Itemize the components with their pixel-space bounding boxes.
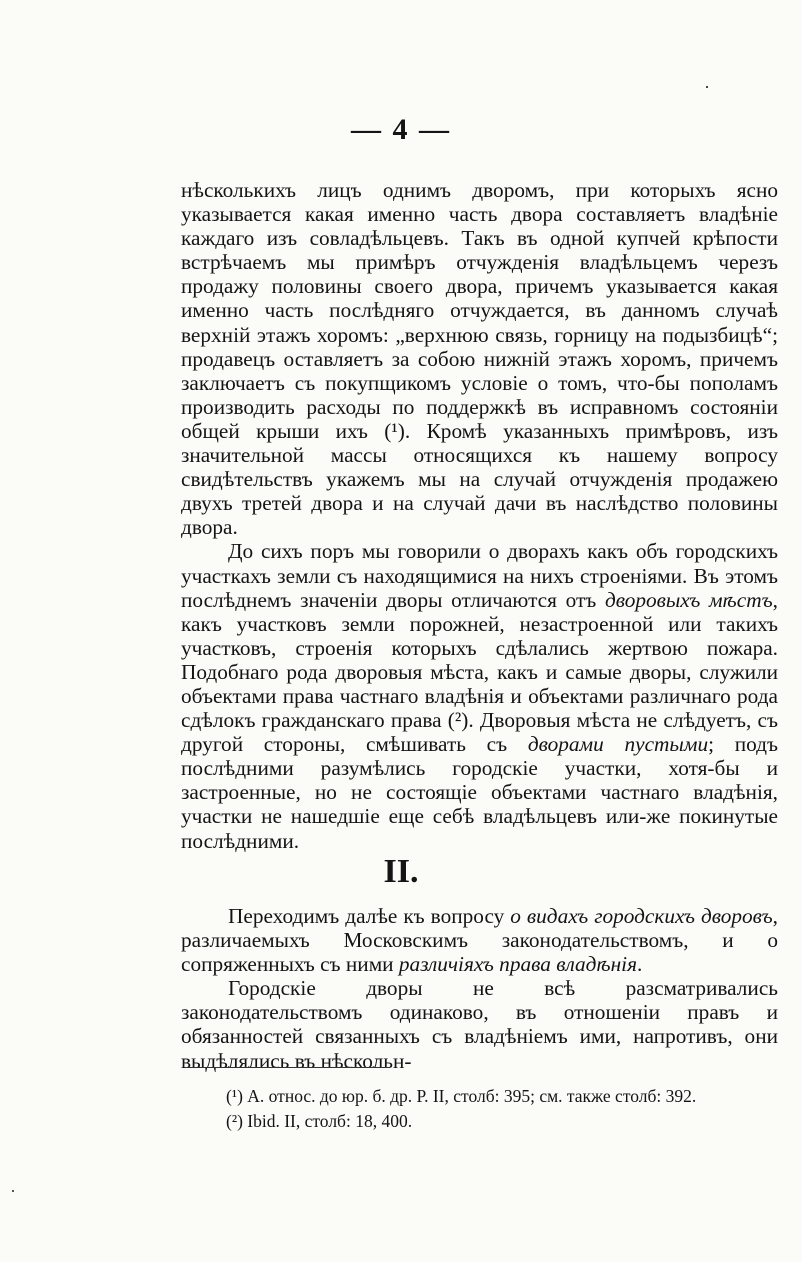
footnote: (¹) А. относ. до юр. б. др. Р. II, столб: 395; см. также столб: 392. [226,1086,697,1106]
text-run: Переходимъ далѣе къ вопросу [228,904,511,928]
print-speck [12,1190,14,1192]
emphasis-text: дворами пустыми [527,732,709,757]
page-number: — 4 — [351,113,451,146]
section-2-body [181,904,778,1073]
text-run: , какъ участковъ земли порожней, незастроенной или такихъ участковъ, строенія которыхъ сдѣлались жертвою пожара. Подобнаго рода дворовыя мѣста, какъ и самые дворы, служили объектами права частнаго владѣнія и объектами различнаго рода сдѣлокъ гражданскаго права (²). Дворовыя мѣста не слѣдуетъ, съ другой стороны, смѣшивать съ [181,587,778,757]
text-run: ; подъ послѣдними разумѣлись городскіе участки, хотя-бы и застроенные, но не состоящіе объектами частнаго владѣнія, участки не нашедшіе еще себѣ владѣльцевъ или-же покинутые послѣдними. [181,732,779,853]
print-speck [706,86,708,88]
emphasis-text: различіяхъ права владѣнія [398,952,637,977]
paragraph: нѣсколькихъ лицъ однимъ дворомъ, при которыхъ ясно указывается какая именно часть двора составляетъ владѣніе каждаго изъ совладѣльцевъ. Такъ въ одной купчей крѣпости встрѣчаемъ мы примѣръ отчужденія владѣльцемъ черезъ продажу половины своего двора, причемъ указывается какая именно часть послѣдняго отчуждается, въ данномъ случаѣ верхній этажъ хоромъ: „верхнюю связь, горницу на подызбицѣ“; продавецъ оставляетъ за собою нижній этажъ хоромъ, причемъ заключаетъ съ покупщикомъ условіе о томъ, что-бы пополамъ производить расходы по поддержкѣ въ исправномъ состояніи общей крыши ихъ (¹). Кромѣ указанныхъ примѣровъ, изъ значительной массы относящихся къ нашему вопросу свидѣтельствъ укажемъ мы на случай отчужденія продажею двухъ третей двора и на случай дачи въ наслѣдство половины двора. [181,178,778,540]
paragraph [181,539,778,852]
text-run: , различаемыхъ Московскимъ законодательствомъ, и о сопряженныхъ съ ними [181,904,778,977]
footnotes [226,1084,786,1134]
section-1-body [181,178,778,853]
text-run: . [637,952,643,977]
paragraph: Городскіе дворы не всѣ разсматривались законодательствомъ одинаково, въ отношеніи правъ и обязанностей связанныхъ съ владѣніемъ ими, напротивъ, они выдѣлялись въ нѣскольн- [181,976,778,1073]
text-run: До сихъ поръ мы говорили о дворахъ какъ объ городскихъ участкахъ земли съ находящимися на нихъ строеніями. Въ этомъ послѣднемъ значеніи дворы отличаются отъ [181,539,778,612]
footnote: (²) Ibid. II, столб: 18, 400. [226,1111,413,1131]
section-heading: II. [383,853,419,890]
emphasis-text: о видахъ городскихъ дворовъ [510,904,773,928]
footnote-divider [188,1067,388,1068]
emphasis-text: дворовыхъ мѣстъ [604,587,773,612]
paragraph [181,904,778,976]
